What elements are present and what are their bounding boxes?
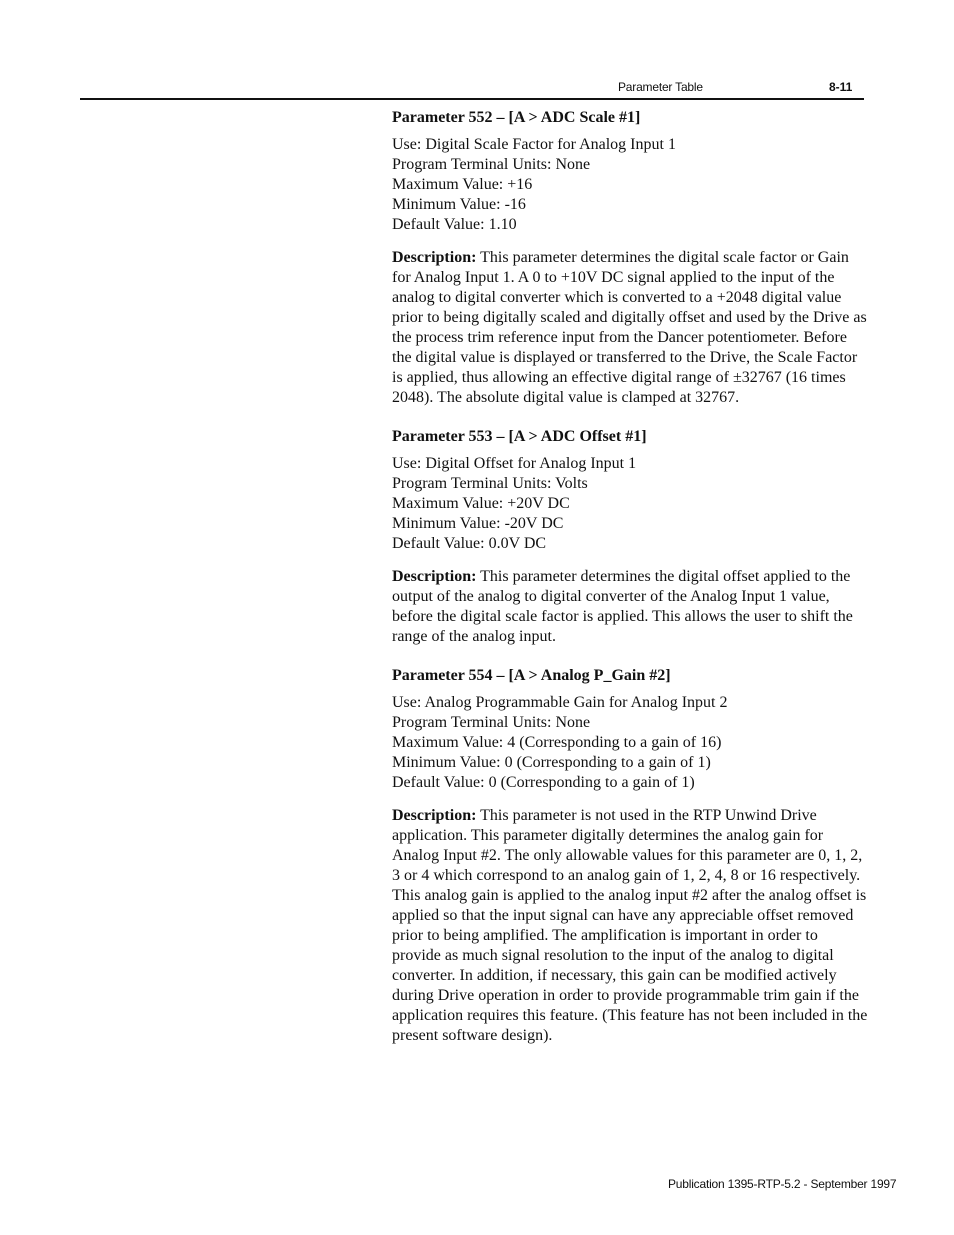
- parameter-description: [392, 806, 870, 1046]
- spec-use: Use: Digital Scale Factor for Analog Input 1: [392, 136, 676, 153]
- header-rule: [80, 98, 864, 100]
- parameter-552: [392, 108, 870, 408]
- description-text: This parameter determines the digital offset applied to the output of the analog to digital converter of the Analog Input 1 value, before the digital scale factor is applied. This allows the user to shift the range of the analog input.: [392, 568, 853, 645]
- parameter-554: [392, 666, 870, 1046]
- page-number: 8-11: [829, 80, 853, 94]
- spec-default: Default Value: 0 (Corresponding to a gain of 1): [392, 774, 695, 791]
- spec-minimum: Minimum Value: -16: [392, 196, 526, 213]
- spec-maximum: Maximum Value: +16: [392, 176, 533, 193]
- parameter-specs: [392, 454, 870, 554]
- spec-maximum: Maximum Value: +20V DC: [392, 495, 570, 512]
- spec-minimum: Minimum Value: 0 (Corresponding to a gain of 1): [392, 754, 711, 771]
- description-label: Description:: [392, 568, 477, 585]
- parameter-heading: Parameter 553 – [A > ADC Offset #1]: [392, 428, 647, 445]
- parameter-specs: [392, 135, 870, 235]
- parameter-description: [392, 248, 870, 408]
- parameter-description: [392, 567, 870, 647]
- spec-maximum: Maximum Value: 4 (Corresponding to a gain of 16): [392, 734, 722, 751]
- description-text: This parameter is not used in the RTP Unwind Drive application. This parameter digitally determines the analog gain for Analog Input #2. The only allowable values for this parameter are 0, 1, 2, 3 or 4 which correspond to an analog gain of 1, 2, 4, 8 or 16 respectively. This analog gain is applied to the analog input #2 after the analog offset is applied so that the input signal can have any appreciable offset removed prior to being amplified. The amplification is important in order to provide as much signal resolution to the input of the analog to digital converter. In addition, if necessary, this gain can be modified actively during Drive operation in order to provide programmable trim gain if the application requires this feature. (This feature has not been included in the present software design).: [392, 807, 868, 1044]
- description-label: Description:: [392, 807, 477, 824]
- description-text: This parameter determines the digital scale factor or Gain for Analog Input 1. A 0 to +10V DC signal applied to the input of the analog to digital converter which is converted to a +2048 digital value prior to being digitally scaled and digitally offset and used by the Drive as the process trim reference input from the Dancer potentiometer. Before the digital value is displayed or transferred to the Drive, the Scale Factor is applied, thus allowing an effective digital range of ±32767 (16 times 2048). The absolute digital value is clamped at 32767.: [392, 249, 867, 406]
- parameter-553: [392, 427, 870, 647]
- parameter-content: [392, 108, 870, 1065]
- spec-use: Use: Analog Programmable Gain for Analog Input 2: [392, 694, 728, 711]
- parameter-heading: Parameter 554 – [A > Analog P_Gain #2]: [392, 667, 671, 684]
- running-header-title: Parameter Table: [618, 80, 703, 94]
- description-label: Description:: [392, 249, 477, 266]
- spec-units: Program Terminal Units: Volts: [392, 475, 588, 492]
- parameter-specs: [392, 693, 870, 793]
- spec-units: Program Terminal Units: None: [392, 156, 591, 173]
- spec-use: Use: Digital Offset for Analog Input 1: [392, 455, 637, 472]
- spec-default: Default Value: 1.10: [392, 216, 517, 233]
- spec-default: Default Value: 0.0V DC: [392, 535, 547, 552]
- spec-units: Program Terminal Units: None: [392, 714, 591, 731]
- spec-minimum: Minimum Value: -20V DC: [392, 515, 564, 532]
- parameter-heading: Parameter 552 – [A > ADC Scale #1]: [392, 109, 641, 126]
- publication-footer: Publication 1395-RTP-5.2 - September 1997: [668, 1177, 897, 1191]
